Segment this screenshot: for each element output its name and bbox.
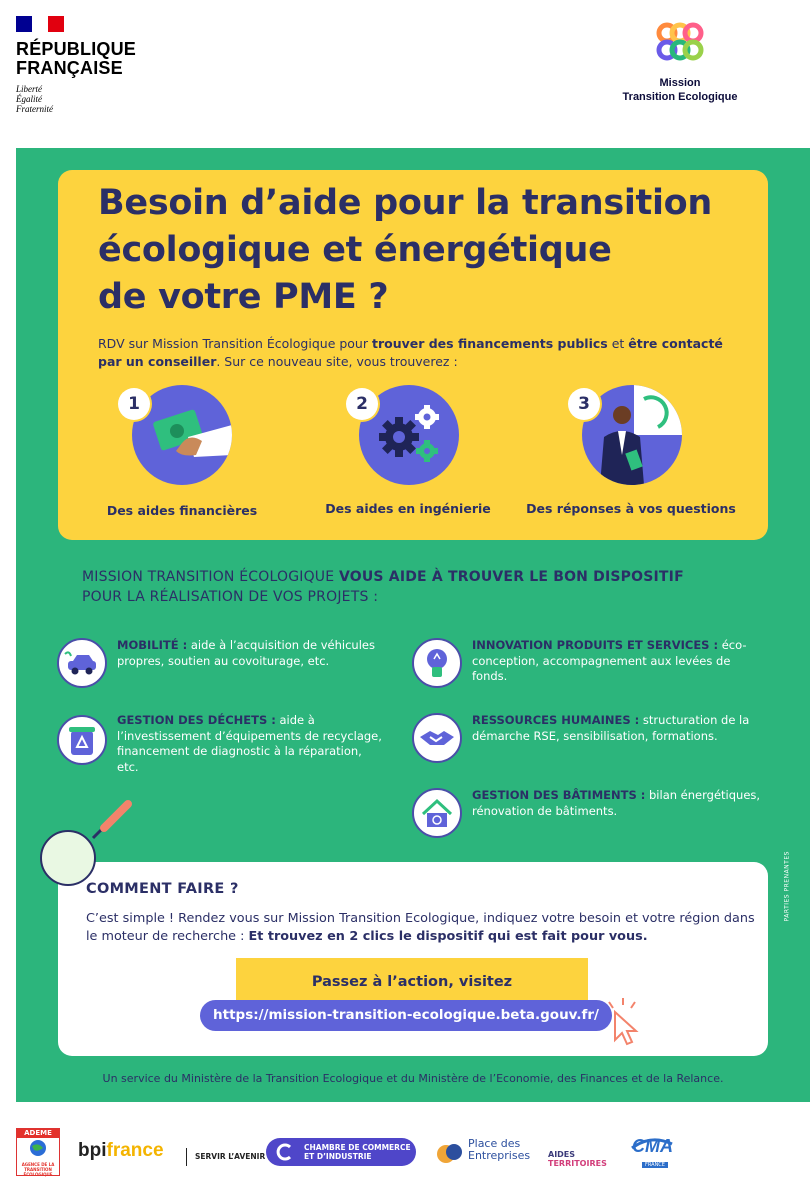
theme-hr: RESSOURCES HUMAINES : structuration de la démarche RSE, sensibilisation, formations. (472, 713, 750, 743)
french-flag-icon (16, 16, 64, 32)
theme-innovation: INNOVATION PRODUITS ET SERVICES : éco-conception, accompagnement aux levées de fonds. (472, 638, 747, 683)
cursor-click-icon (605, 996, 641, 1046)
pde-mark-icon (436, 1138, 464, 1166)
mission-rings-icon (656, 22, 704, 70)
theme-mobility: MOBILITÉ : aide à l’acquisition de véhicules propres, soutien au covoiturage, etc. (117, 638, 375, 668)
magnifier-icon (38, 796, 138, 891)
recycle-bin-icon (57, 715, 107, 765)
mission-logo-line-2: Transition Ecologique (622, 91, 738, 103)
republique-francaise-logo (16, 16, 156, 114)
offer-2-label: Des aides en ingénierie (325, 501, 491, 516)
republic-motto: Liberté Égalité Fraternité (16, 84, 53, 114)
how-text: C’est simple ! Rendez vous sur Mission Transition Ecologique, indiquez votre besoin et votre région dans le moteur de recherche : Et trouvez en 2 clics le dispositif qui est fait pour vous. (86, 911, 755, 944)
mission-transition-logo (610, 22, 750, 104)
bpifrance-logo: bpifrance (78, 1140, 164, 1161)
cta-banner: Passez à l’action, visitez (236, 958, 588, 1004)
theme-buildings: GESTION DES BÂTIMENTS : bilan énergétiques, rénovation de bâtiments. (472, 788, 761, 818)
aides-territoires-logo: AIDES TERRITOIRES (548, 1150, 607, 1168)
offer-1-label: Des aides financières (106, 503, 258, 518)
electric-car-icon (57, 638, 107, 688)
hero-intro: RDV sur Mission Transition Écologique pour trouver des financements publics et être contacté par un conseiller. Sur ce nouveau site, vous trouverez : (98, 336, 723, 369)
cci-logo: CHAMBRE DE COMMERCE ET D’INDUSTRIE (266, 1138, 416, 1166)
side-label: PARTIES PRENANTES (783, 851, 791, 922)
green-house-icon (412, 788, 462, 838)
place-des-entreprises-logo: Place des Entreprises (436, 1138, 530, 1162)
offer-1-number: 1 (118, 388, 150, 420)
republic-line-1: RÉPUBLIQUE (16, 39, 137, 59)
republic-line-2: FRANÇAISE (16, 58, 123, 78)
mission-logo-line-1: Mission (659, 77, 701, 89)
globe-icon (17, 1138, 59, 1158)
offer-3-number: 3 (568, 388, 600, 420)
website-link[interactable]: https://mission-transition-ecologique.beta.gouv.fr/ (200, 1000, 612, 1031)
ademe-logo: ADEME AGENCE DE LA TRANSITION ÉCOLOGIQUE (16, 1128, 60, 1176)
hero-title: Besoin d’aide pour la transition écologique et énergétique de votre PME ? (98, 183, 713, 317)
offer-3-label: Des réponses à vos questions (526, 501, 736, 516)
theme-waste: GESTION DES DÉCHETS : aide à l’investissement d’équipements de recyclage, financement de diagnostic à la réparation, etc. (117, 713, 382, 774)
how-title: COMMENT FAIRE ? (86, 881, 239, 897)
handshake-icon (412, 713, 462, 763)
offer-2-number: 2 (346, 388, 378, 420)
bpifrance-tagline: SERVIR L’AVENIR (186, 1148, 265, 1166)
footer-note: Un service du Ministère de la Transition Ecologique et du Ministère de l’Economie, des Finances et de la Relance. (102, 1072, 724, 1085)
themes-subtitle: MISSION TRANSITION ÉCOLOGIQUE VOUS AIDE À TROUVER LE BON DISPOSITIF POUR LA RÉALISATION DE VOS PROJETS : (82, 569, 684, 605)
cma-logo: CMA FRANCE (626, 1132, 676, 1172)
lightbulb-icon (412, 638, 462, 688)
cci-mark-icon (276, 1143, 294, 1161)
